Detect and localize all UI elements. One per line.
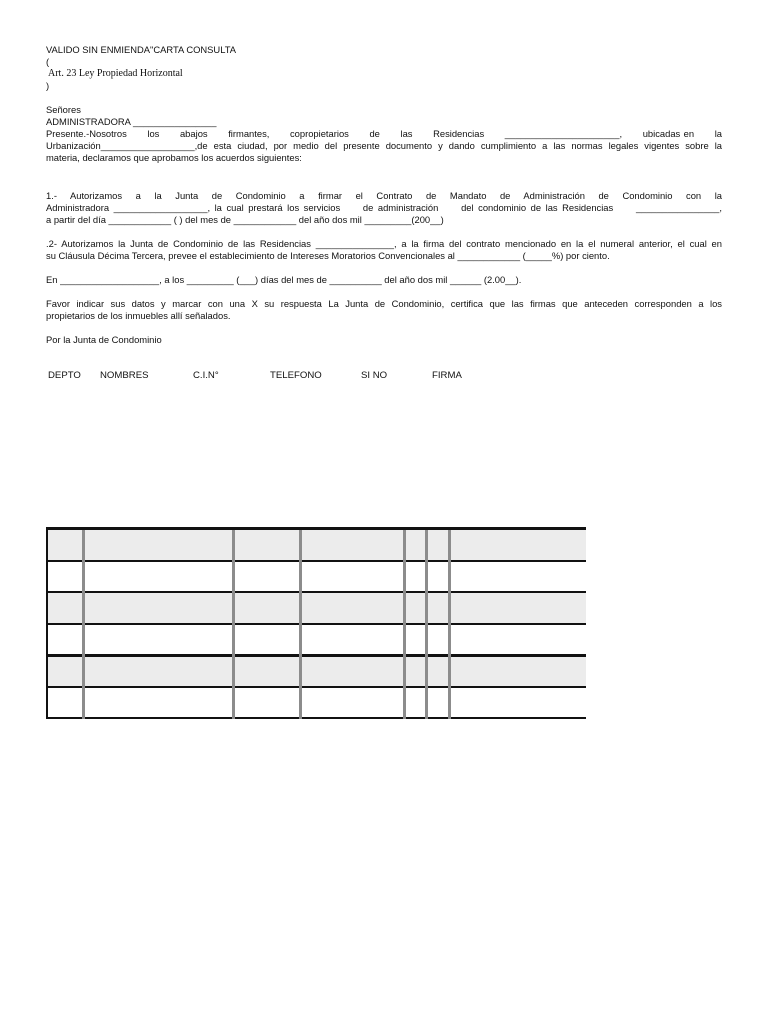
column-divider bbox=[403, 530, 406, 719]
table-row bbox=[46, 657, 586, 687]
table-rule bbox=[46, 527, 586, 530]
column-divider bbox=[299, 530, 302, 719]
clause-2 bbox=[46, 238, 722, 262]
table-rule bbox=[46, 623, 586, 625]
instructions-line-1: Favor indicar sus datos y marcar con una X su respuesta La Junta de Condominio, certifica que las firmas que anteceden corresponden a los bbox=[46, 298, 722, 309]
table-row bbox=[46, 688, 586, 718]
table-row bbox=[46, 530, 586, 560]
column-header-depto: DEPTO bbox=[48, 370, 81, 381]
column-divider bbox=[448, 530, 451, 719]
instructions-block bbox=[46, 298, 722, 322]
intro-paragraph-line-3: materia, declaramos que aprobamos los acuerdos siguientes: bbox=[46, 152, 302, 163]
table-rule bbox=[46, 591, 586, 593]
open-parenthesis: ( bbox=[46, 56, 50, 67]
salutation-block bbox=[46, 104, 722, 164]
clause-1 bbox=[46, 190, 722, 226]
document-body bbox=[46, 44, 722, 346]
table-row bbox=[46, 593, 586, 623]
column-header-firma: FIRMA bbox=[432, 370, 462, 381]
clause-1-line-2: Administradora __________________, la cual prestará los servicios de administración del condominio de las Residencias ________________, bbox=[46, 202, 722, 213]
table-rule bbox=[46, 717, 586, 719]
clause-2-line-2: su Cláusula Décima Tercera, prevee el establecimiento de Intereses Moratorios Convencionales al ____________ (_____%) por ciento. bbox=[46, 250, 610, 261]
clause-1-line-3: a partir del día ____________ ( ) del mes de ____________ del año dos mil _________(200__) bbox=[46, 214, 444, 225]
column-header-si-no: SI NO bbox=[361, 370, 388, 381]
table-rule bbox=[46, 654, 586, 657]
table-rule bbox=[46, 686, 586, 688]
date-line: En ___________________, a los _________ (___) días del mes de __________ del año dos mil ______ (2.00__). bbox=[46, 274, 522, 285]
column-divider bbox=[425, 530, 428, 719]
clause-1-line-1: 1.- Autorizamos a la Junta de Condominio a firmar el Contrato de Mandato de Administración de Condominio con la bbox=[46, 190, 722, 201]
signoff-line: Por la Junta de Condominio bbox=[46, 334, 162, 345]
date-block bbox=[46, 274, 722, 286]
intro-paragraph-line-2: Urbanización__________________,de esta ciudad, por medio del presente documento y dando cumplimiento a las normas legales vigentes sobre la bbox=[46, 140, 722, 151]
column-divider bbox=[46, 530, 48, 719]
column-header-telefono: TELEFONO bbox=[270, 370, 322, 381]
column-divider bbox=[232, 530, 235, 719]
intro-paragraph-line-1: Presente.-Nosotros los abajos firmantes, copropietarios de las Residencias ______________________, ubicadas en la bbox=[46, 128, 722, 139]
document-title: VALIDO SIN ENMIENDA"CARTA CONSULTA bbox=[46, 44, 236, 55]
column-header-cin: C.I.N° bbox=[193, 370, 219, 381]
law-reference: Art. 23 Ley Propiedad Horizontal bbox=[48, 68, 183, 79]
table-row bbox=[46, 562, 586, 592]
addressee-line: ADMINISTRADORA ________________ bbox=[46, 116, 217, 127]
signature-table bbox=[46, 527, 586, 719]
table-rule bbox=[46, 560, 586, 562]
column-divider bbox=[82, 530, 85, 719]
column-header-nombres: NOMBRES bbox=[100, 370, 149, 381]
salutation-line: Señores bbox=[46, 104, 81, 115]
close-parenthesis: ) bbox=[46, 80, 50, 91]
signoff-block bbox=[46, 334, 722, 346]
table-row bbox=[46, 625, 586, 655]
instructions-line-2: propietarios de los inmuebles allí señalados. bbox=[46, 310, 231, 321]
clause-2-line-1: .2- Autorizamos la Junta de Condominio de las Residencias _______________, a la firma del contrato mencionado en la el numeral anterior, el cual en bbox=[46, 238, 722, 249]
